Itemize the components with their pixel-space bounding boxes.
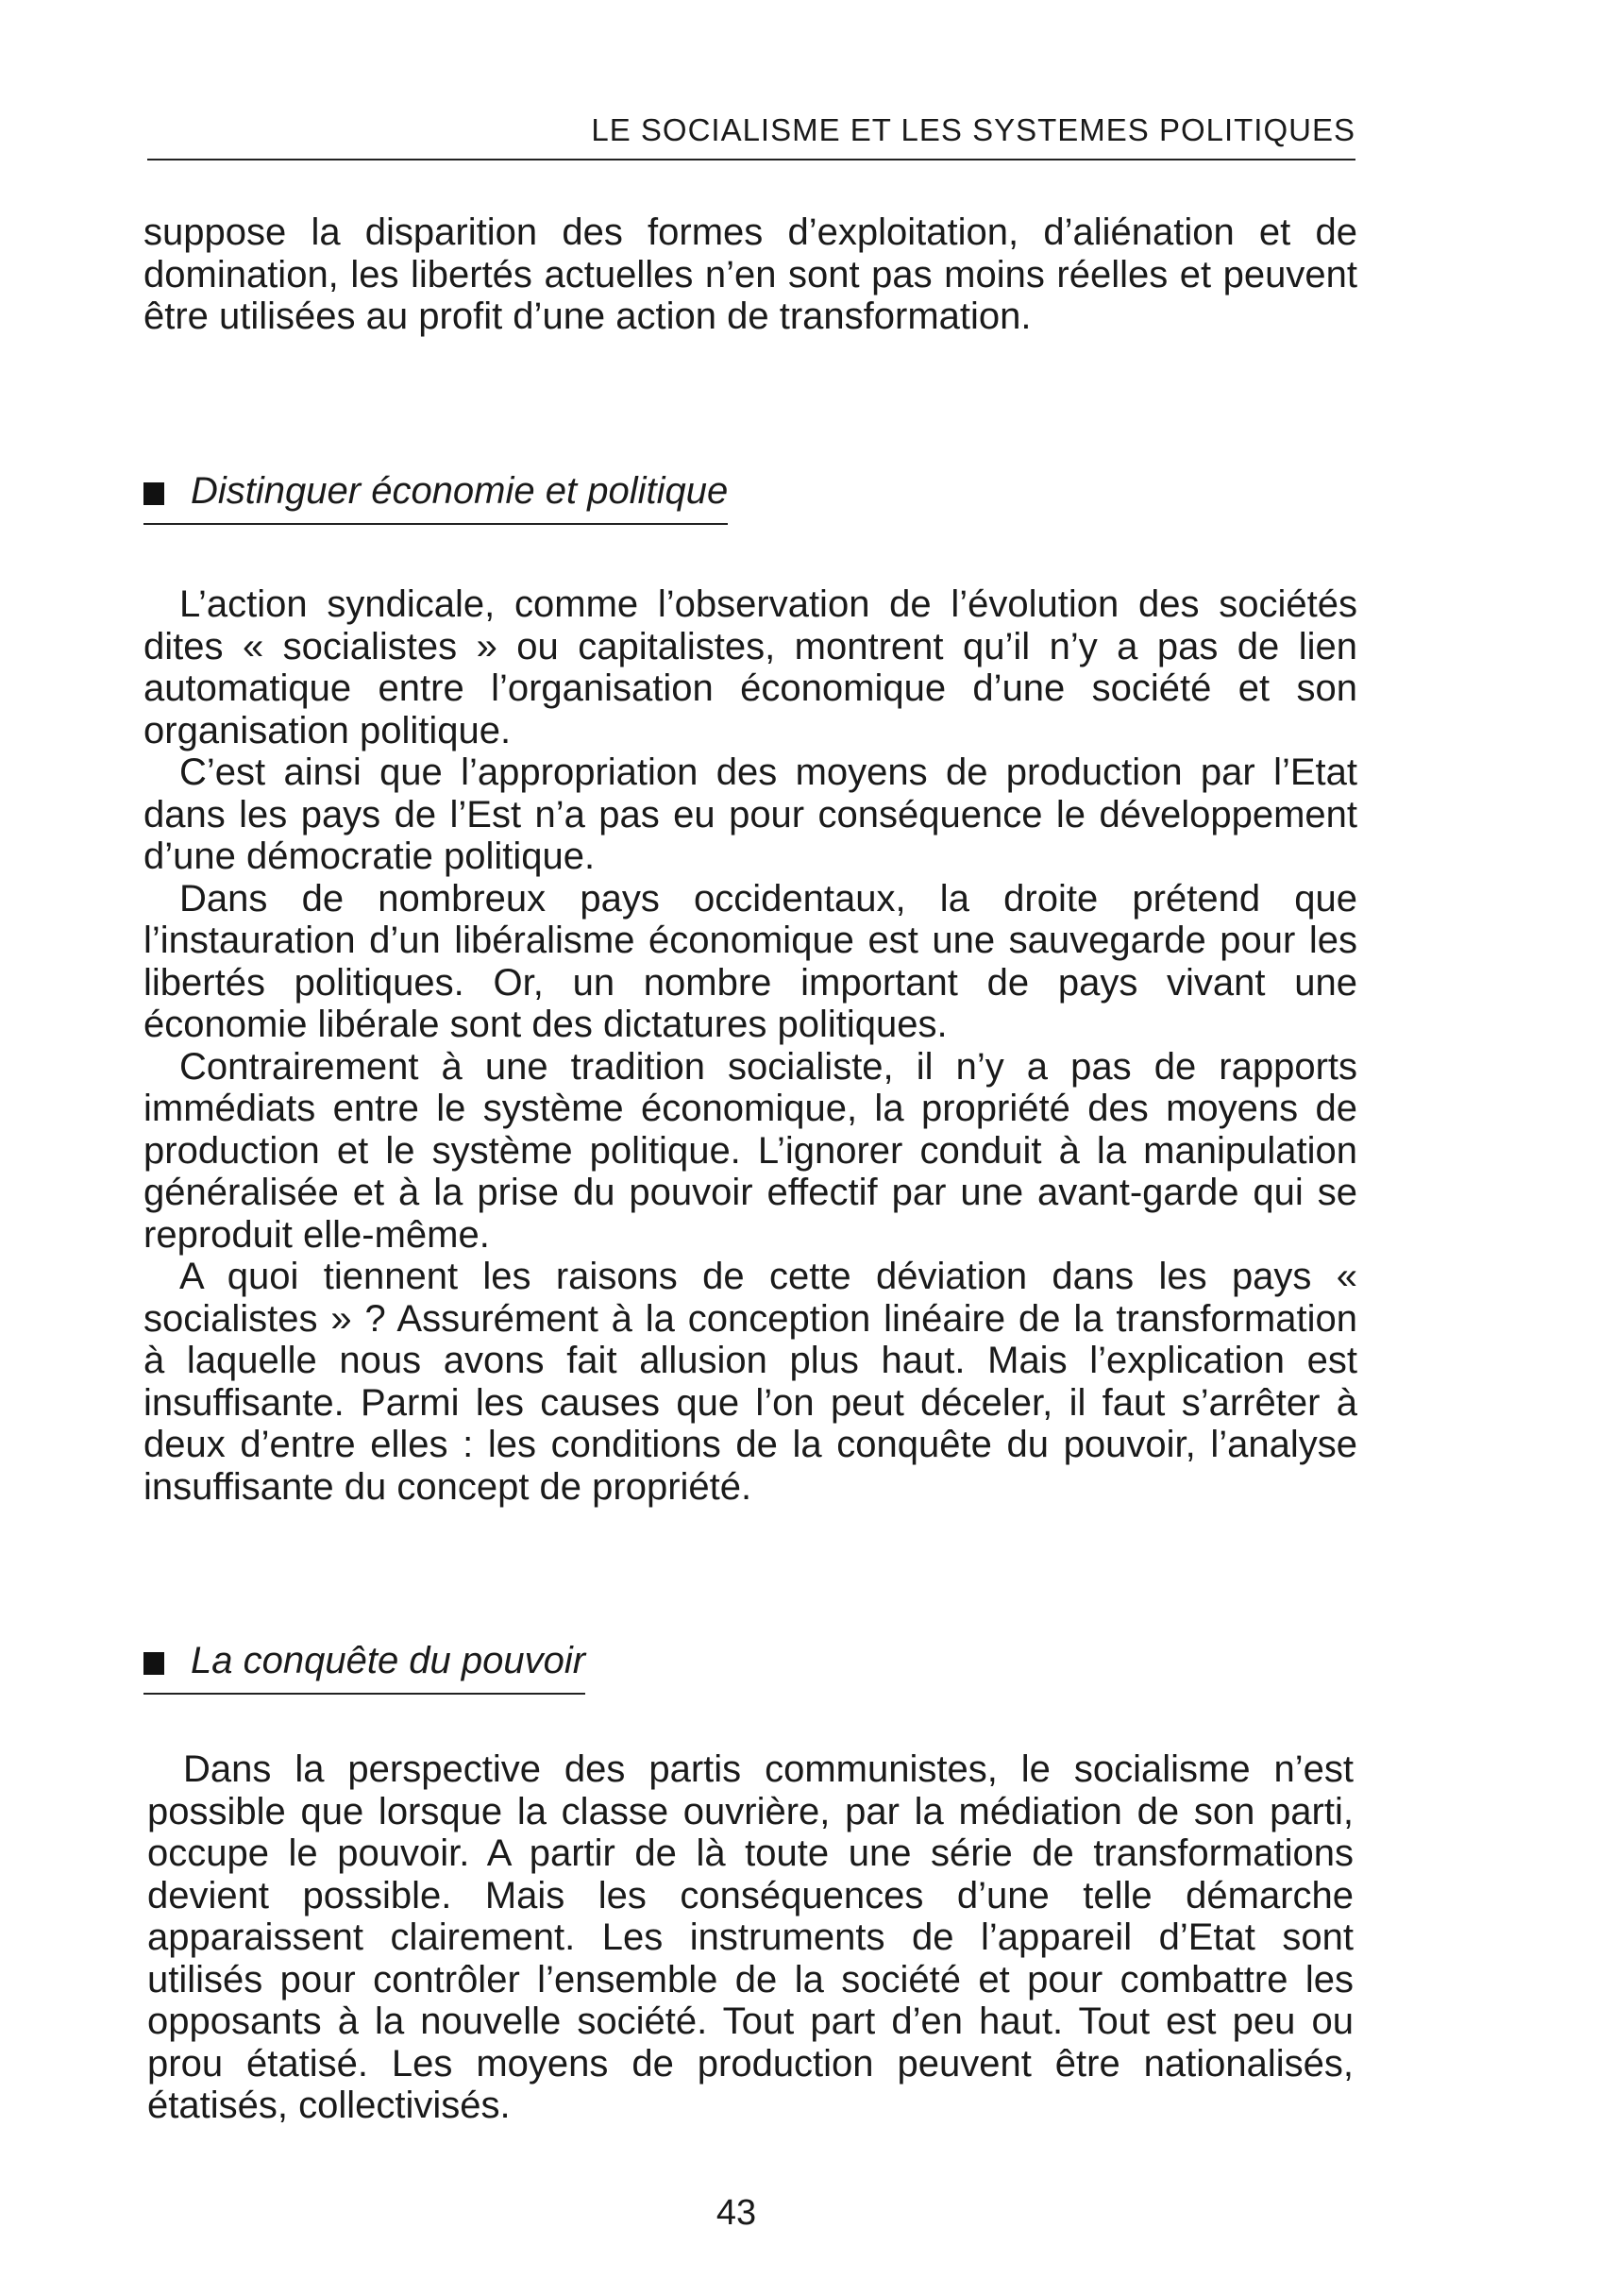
section-heading-conquete xyxy=(143,1638,585,1695)
square-bullet-icon xyxy=(143,1652,164,1675)
running-head: LE SOCIALISME ET LES SYSTEMES POLITIQUES xyxy=(591,112,1355,147)
paragraph: Contrairement à une tradition socialiste, il n’y a pas de rapports immédiats entre le système économique, la propriété des moyens de production et le système politique. L’ignorer conduit à la manipulation généralisée et à la prise du pouvoir effectif par une avant-garde qui se reproduit elle-même. xyxy=(143,1045,1357,1256)
section-heading-text: Distinguer économie et politique xyxy=(191,470,729,512)
intro-paragraph: suppose la disparition des formes d’exploitation, d’aliénation et de domination, les libertés actuelles n’en sont pas moins réelles et peuvent être utilisées au profit d’une action de transformation. xyxy=(143,211,1357,337)
paragraph: C’est ainsi que l’appropriation des moyens de production par l’Etat dans les pays de l’Est n’a pas eu pour conséquence le développement d’une démocratie politique. xyxy=(143,751,1357,877)
header-rule xyxy=(147,159,1355,160)
paragraph: Dans de nombreux pays occidentaux, la droite prétend que l’instauration d’un libéralisme économique est une sauvegarde pour les libertés politiques. Or, un nombre important de pays vivant une économie libérale sont des dictatures politiques. xyxy=(143,877,1357,1045)
page-number: 43 xyxy=(715,2193,757,2233)
section-heading-text: La conquête du pouvoir xyxy=(191,1640,586,1681)
paragraph: Dans la perspective des partis communistes, le socialisme n’est possible que lorsque la classe ouvrière, par la médiation de son parti, occupe le pouvoir. A partir de là toute une série de transformations devient possible. Mais les conséquences d’une telle démarche apparaissent clairement. Les instruments de l’appareil d’Etat sont utilisés pour contrôler l’ensemble de la société et pour combattre les opposants à la nouvelle société. Tout part d’en haut. Tout est peu ou prou étatisé. Les moyens de production peuvent être nationalisés, étatisés, collectivisés. xyxy=(147,1748,1354,2126)
section-heading-distinguer xyxy=(143,468,728,525)
square-bullet-icon xyxy=(143,482,164,505)
paragraph: A quoi tiennent les raisons de cette déviation dans les pays « socialistes » ? Assurément à la conception linéaire de la transformation à laquelle nous avons fait allusion plus haut. Mais l’explication est insuffisante. Parmi les causes que l’on peut déceler, il faut s’arrêter à deux d’entre elles : les conditions de la conquête du pouvoir, l’analyse insuffisante du concept de propriété. xyxy=(143,1256,1357,1508)
intro-text xyxy=(143,211,1357,338)
section-body-distinguer xyxy=(143,583,1357,1508)
section-body-conquete xyxy=(147,1748,1354,2127)
paragraph: L’action syndicale, comme l’observation de l’évolution des sociétés dites « socialistes » ou capitalistes, montrent qu’il n’y a pas de lien automatique entre l’organisation économique d’une société et son organisation politique. xyxy=(143,583,1357,751)
